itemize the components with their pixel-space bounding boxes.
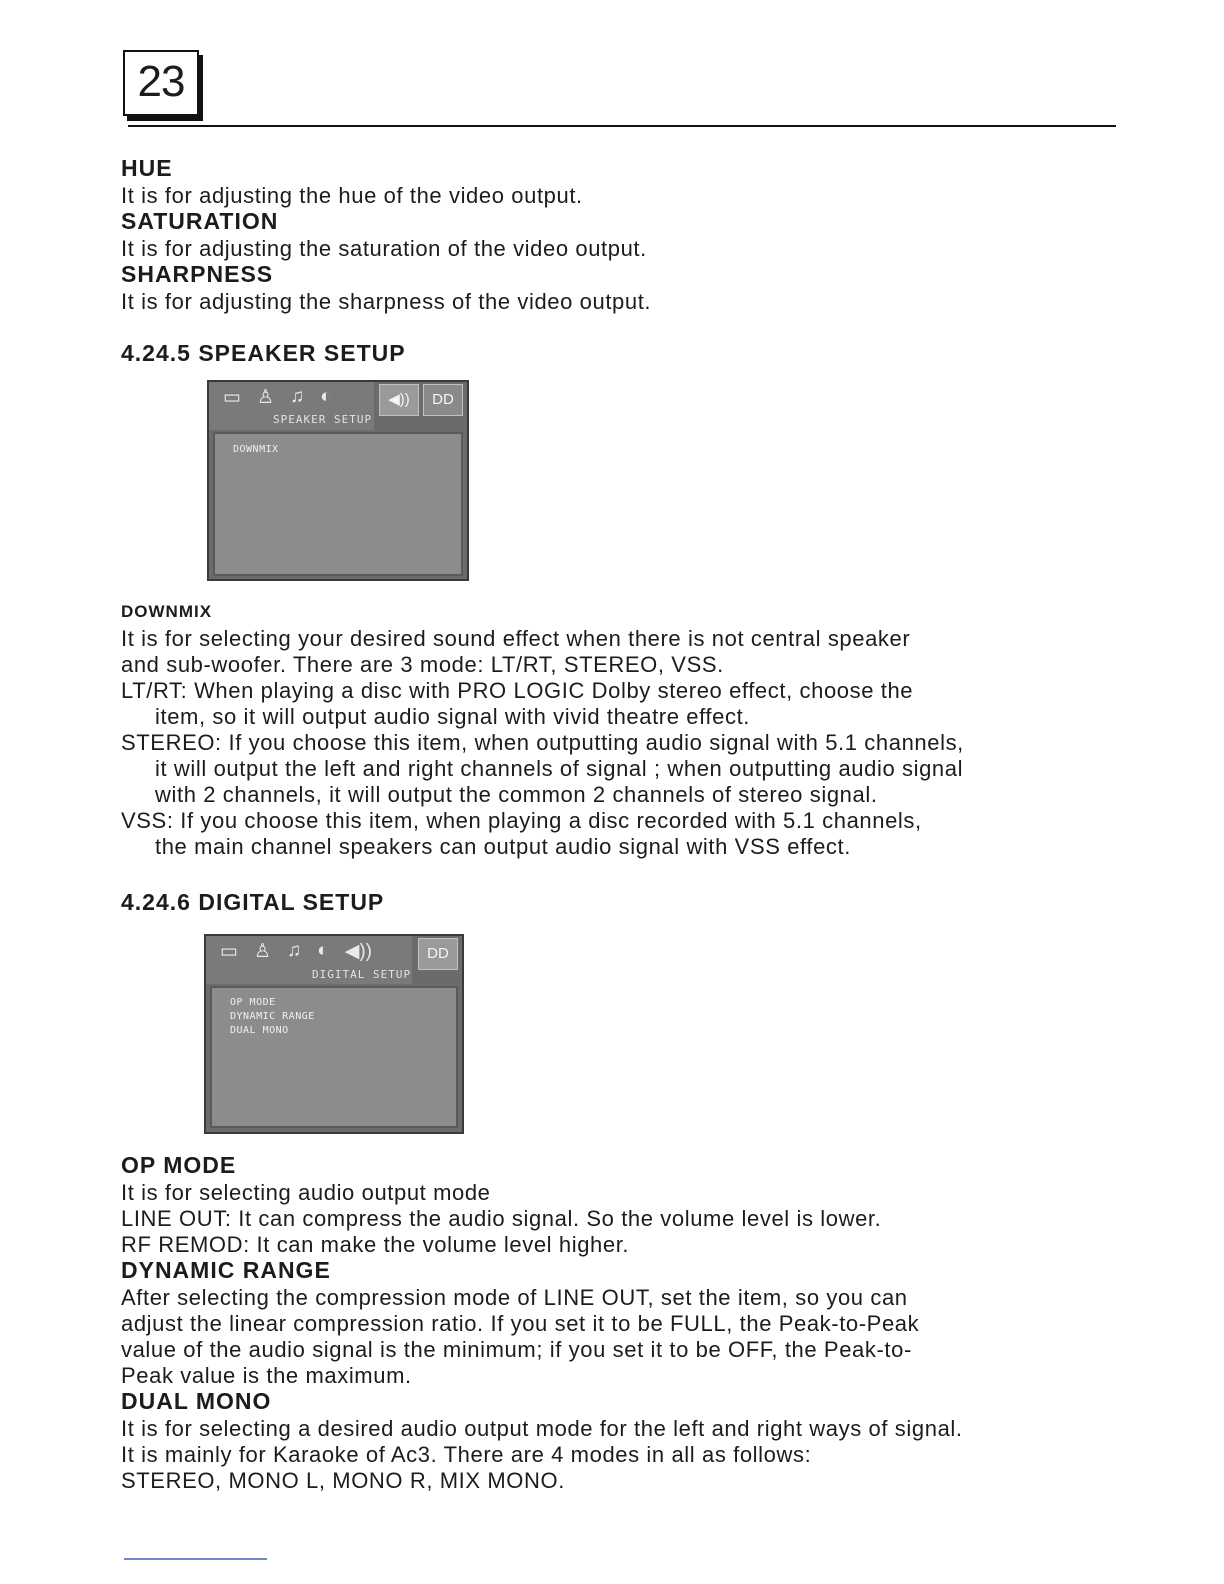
osd-menu-panel bbox=[213, 432, 463, 576]
header-rule bbox=[128, 125, 1116, 127]
ltrt-line-1: LT/RT: When playing a disc with PRO LOGIC Dolby stereo effect, choose the bbox=[121, 678, 914, 703]
page-number: 23 bbox=[123, 50, 199, 116]
dual-mono-line-1: It is for selecting a desired audio output mode for the left and right ways of signal. bbox=[121, 1416, 963, 1441]
dynamic-range-section bbox=[121, 1257, 1081, 1389]
sharpness-text: It is for adjusting the sharpness of the video output. bbox=[121, 289, 652, 314]
dynamic-range-line-2: adjust the linear compression ratio. If you set it to be FULL, the Peak-to-Peak bbox=[121, 1311, 920, 1336]
stereo-line-1: STEREO: If you choose this item, when outputting audio signal with 5.1 channels, bbox=[121, 730, 964, 755]
color-disc-icon: ◐ bbox=[320, 386, 332, 407]
dual-mono-line-3: STEREO, MONO L, MONO R, MIX MONO. bbox=[121, 1468, 565, 1493]
dual-mono-line-2: It is mainly for Karaoke of Ac3. There are 4 modes in all as follows: bbox=[121, 1442, 812, 1467]
person-icon: ♙ bbox=[253, 941, 271, 962]
saturation-heading: SATURATION bbox=[121, 208, 279, 234]
op-mode-line-1: It is for selecting audio output mode bbox=[121, 1180, 491, 1205]
saturation-section bbox=[121, 208, 647, 262]
music-note-icon: ♫ bbox=[290, 386, 305, 407]
vss-line-2: the main channel speakers can output audio signal with VSS effect. bbox=[155, 834, 851, 859]
hue-text: It is for adjusting the hue of the video output. bbox=[121, 183, 583, 208]
sharpness-heading: SHARPNESS bbox=[121, 261, 274, 287]
music-note-icon: ♫ bbox=[287, 940, 302, 961]
ltrt-line-2: item, so it will output audio signal with vivid theatre effect. bbox=[155, 704, 751, 729]
osd-tab-label: SPEAKER SETUP bbox=[273, 413, 373, 426]
digital-setup-heading: 4.24.6 DIGITAL SETUP bbox=[121, 889, 385, 915]
speaker-icon: ◀)) bbox=[344, 941, 373, 962]
hue-heading: HUE bbox=[121, 155, 173, 181]
vss-line-1: VSS: If you choose this item, when playing a disc recorded with 5.1 channels, bbox=[121, 808, 922, 833]
stereo-line-2: it will output the left and right channels of signal ; when outputting audio signal bbox=[155, 756, 964, 781]
digital-setup-osd bbox=[204, 934, 464, 1134]
dynamic-range-line-3: value of the audio signal is the minimum; if you set it to be OFF, the Peak-to- bbox=[121, 1337, 912, 1362]
speaker-icon: ◀)) bbox=[379, 384, 419, 416]
dolby-icon: DD bbox=[418, 938, 458, 970]
dynamic-range-heading: DYNAMIC RANGE bbox=[121, 1257, 331, 1283]
monitor-icon: ▭ bbox=[223, 387, 241, 408]
osd-menu-item-downmix: DOWNMIX bbox=[233, 444, 279, 455]
osd-menu-item-dynamic-range: DYNAMIC RANGE bbox=[230, 1011, 315, 1022]
color-disc-icon: ◐ bbox=[317, 940, 329, 961]
op-mode-section bbox=[121, 1152, 1081, 1258]
dual-mono-section bbox=[121, 1388, 1101, 1494]
saturation-text: It is for adjusting the saturation of the video output. bbox=[121, 236, 647, 261]
speaker-setup-osd bbox=[207, 380, 469, 581]
stereo-line-3: with 2 channels, it will output the common 2 channels of stereo signal. bbox=[155, 782, 878, 807]
speaker-setup-heading: 4.24.5 SPEAKER SETUP bbox=[121, 340, 406, 366]
osd-menu-item-op-mode: OP MODE bbox=[230, 997, 276, 1008]
hue-section bbox=[121, 155, 583, 209]
osd-menu-panel bbox=[210, 986, 458, 1128]
op-mode-heading: OP MODE bbox=[121, 1152, 237, 1178]
osd-icon-row bbox=[223, 386, 332, 409]
osd-tab-label: DIGITAL SETUP bbox=[312, 968, 412, 981]
dynamic-range-line-4: Peak value is the maximum. bbox=[121, 1363, 412, 1388]
dual-mono-heading: DUAL MONO bbox=[121, 1388, 272, 1414]
op-mode-line-2: LINE OUT: It can compress the audio signal. So the volume level is lower. bbox=[121, 1206, 882, 1231]
dynamic-range-line-1: After selecting the compression mode of LINE OUT, set the item, so you can bbox=[121, 1285, 908, 1310]
osd-icon-row bbox=[220, 940, 372, 963]
downmix-heading: DOWNMIX bbox=[121, 602, 213, 621]
downmix-intro-line-1: It is for selecting your desired sound effect when there is not central speaker bbox=[121, 626, 911, 651]
downmix-section bbox=[121, 602, 1081, 860]
dolby-icon: DD bbox=[423, 384, 463, 416]
osd-menu-item-dual-mono: DUAL MONO bbox=[230, 1025, 289, 1036]
footer-line bbox=[124, 1558, 267, 1560]
op-mode-line-3: RF REMOD: It can make the volume level higher. bbox=[121, 1232, 630, 1257]
downmix-intro-line-2: and sub-woofer. There are 3 mode: LT/RT, STEREO, VSS. bbox=[121, 652, 724, 677]
monitor-icon: ▭ bbox=[220, 941, 238, 962]
sharpness-section bbox=[121, 261, 651, 315]
person-icon: ♙ bbox=[256, 387, 274, 408]
